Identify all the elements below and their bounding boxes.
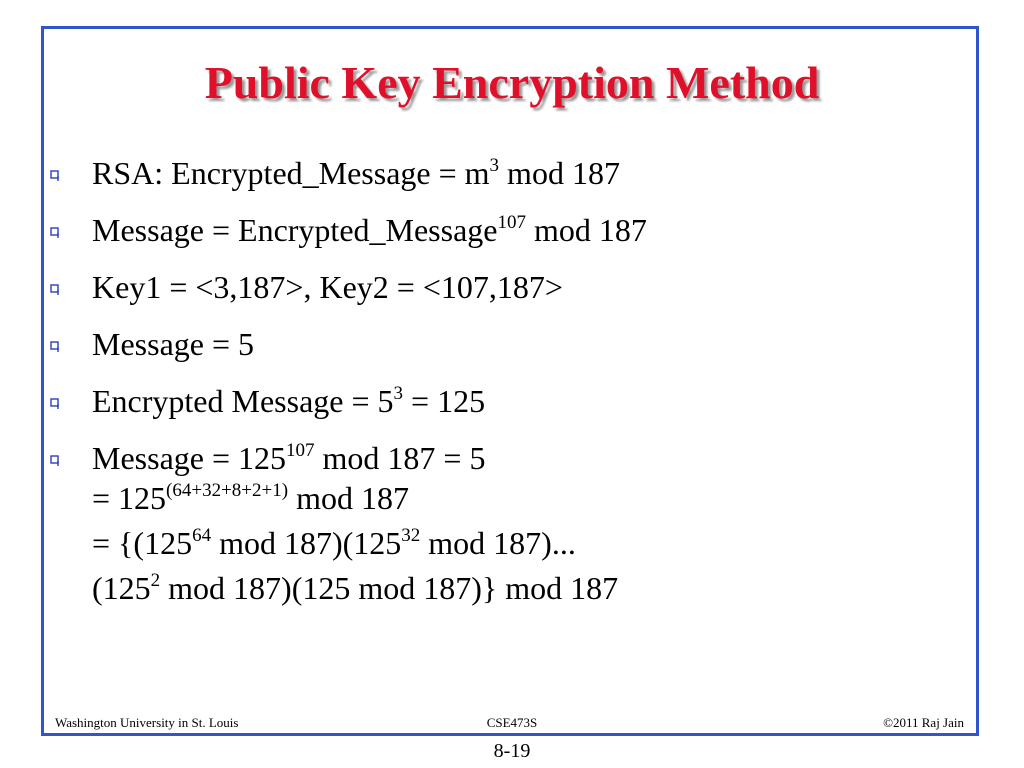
footer-course: CSE473S [486, 715, 538, 730]
hollow-square-bullet-icon [50, 341, 60, 353]
slide-title: Public Key Encryption Method [204, 57, 820, 108]
bullet-item [50, 155, 970, 191]
hollow-square-bullet-icon [50, 284, 60, 296]
exponent: 3 [393, 383, 404, 404]
bullet-text: Key1 = <3,187>, Key2 = <107,187> [92, 269, 563, 305]
exponent: (64+32+8+2+1) [166, 480, 289, 501]
bullet-item [50, 269, 970, 305]
page-number: 8-19 [493, 740, 531, 762]
continuation-line [92, 476, 970, 521]
bullet-text: Message = Encrypted_Message [92, 212, 498, 248]
exponent: 2 [150, 570, 161, 591]
bullet-text: Message = 5 [92, 326, 255, 362]
exponent: 107 [497, 212, 526, 233]
hollow-square-bullet-icon [50, 170, 60, 182]
hollow-square-bullet-icon [50, 227, 60, 239]
bullet-text: RSA: Encrypted_Message = m [92, 155, 490, 191]
bullet-item [50, 326, 970, 362]
bullet-text: (125 [92, 570, 151, 606]
bullet-text: mod 187)... [420, 525, 576, 561]
bullet-item [50, 212, 970, 248]
exponent: 3 [489, 155, 500, 176]
continuation-line [92, 521, 970, 566]
hollow-square-bullet-icon [50, 455, 60, 467]
bullet-item [50, 440, 970, 611]
bullet-text: mod 187 [288, 480, 409, 516]
bullet-text: Message = 125 [92, 440, 287, 476]
bullet-text: = 125 [403, 383, 486, 419]
bullet-text: = 125 [92, 480, 167, 516]
exponent: 32 [401, 525, 421, 546]
footer-copyright: ©2011 Raj Jain [883, 715, 964, 730]
bullet-text: mod 187 [525, 212, 647, 248]
bullet-list [50, 155, 970, 632]
bullet-text: Encrypted Message = 5 [92, 383, 394, 419]
bullet-item [50, 383, 970, 419]
bullet-text: = {(125 [92, 525, 193, 561]
continuation-line [92, 566, 970, 611]
exponent: 107 [286, 440, 315, 461]
hollow-square-bullet-icon [50, 398, 60, 410]
bullet-text: mod 187 = 5 [314, 440, 486, 476]
bullet-text: mod 187 [499, 155, 620, 191]
footer-institution: Washington University in St. Louis [55, 715, 239, 730]
exponent: 64 [192, 525, 212, 546]
bullet-text: mod 187)(125 mod 187)} mod 187 [160, 570, 619, 606]
bullet-text: mod 187)(125 [211, 525, 402, 561]
